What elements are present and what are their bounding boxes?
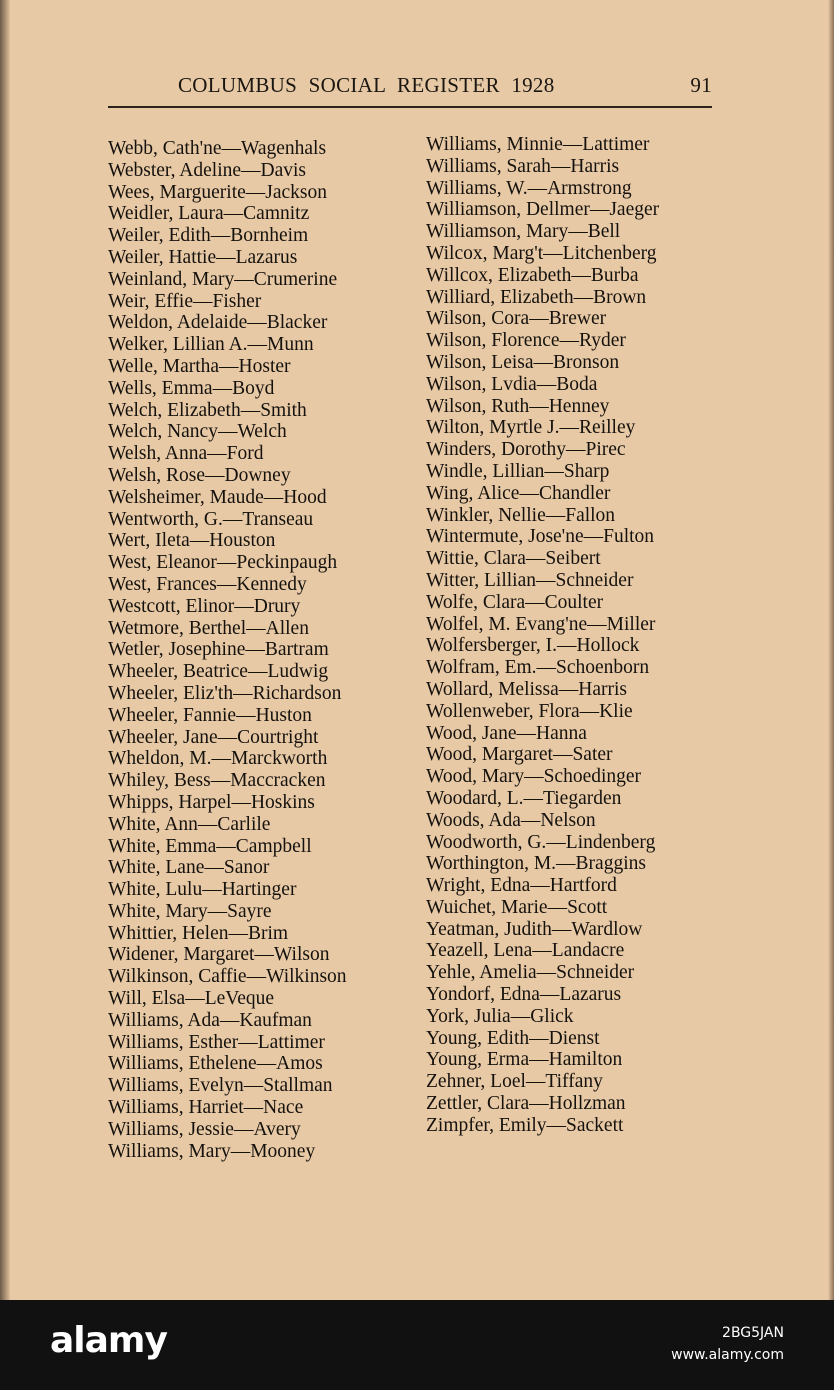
register-entry: Weidler, Laura—Camnitz xyxy=(108,203,310,225)
register-entry: Weiler, Hattie—Lazarus xyxy=(108,246,298,268)
register-entry: Wilkinson, Caffie—Wilkinson xyxy=(108,966,347,988)
register-entry: Wittie, Clara—Seibert xyxy=(426,548,601,570)
register-entry: Wetler, Josephine—Bartram xyxy=(108,639,329,661)
register-entry: Webb, Cath'ne—Wagenhals xyxy=(108,138,327,159)
register-entry: Williams, Jessie—Avery xyxy=(108,1118,301,1140)
register-entry: Wilson, Leisa—Bronson xyxy=(426,351,620,373)
register-entry: Welle, Martha—Hoster xyxy=(108,355,291,377)
register-entry: Wilton, Myrtle J.—Reilley xyxy=(426,417,636,439)
register-entry: Wing, Alice—Chandler xyxy=(426,482,611,504)
register-entry: Williams, Ethelene—Amos xyxy=(108,1053,323,1075)
watermark-info xyxy=(671,1322,784,1366)
register-entry: White, Lane—Sanor xyxy=(108,857,270,879)
register-entry: Williams, Esther—Lattimer xyxy=(108,1031,325,1053)
page-number: 91 xyxy=(690,73,712,97)
register-entry: Zehner, Loel—Tiffany xyxy=(426,1071,603,1093)
register-entry: Weiler, Edith—Bornheim xyxy=(108,225,309,247)
register-entry: Young, Edith—Dienst xyxy=(426,1027,600,1049)
register-entry: White, Emma—Campbell xyxy=(108,835,312,857)
register-entry: Welsh, Rose—Downey xyxy=(108,464,291,486)
register-entry: Williamson, Dellmer—Jaeger xyxy=(426,199,660,221)
register-entry: Welch, Nancy—Welch xyxy=(108,421,287,443)
register-entry: Williard, Elizabeth—Brown xyxy=(426,286,647,308)
register-entry: Welsheimer, Maude—Hood xyxy=(108,486,327,508)
register-entry: Weir, Effie—Fisher xyxy=(108,290,262,312)
left-column xyxy=(108,138,413,1162)
register-entry: Wilson, Ruth—Henney xyxy=(426,395,610,417)
register-entry: Wollard, Melissa—Harris xyxy=(426,678,627,700)
register-entry: Zimpfer, Emily—Sackett xyxy=(426,1114,624,1136)
register-entry: Will, Elsa—LeVeque xyxy=(108,988,274,1010)
register-entry: West, Frances—Kennedy xyxy=(108,573,307,595)
register-entry: Wolfersberger, I.—Hollock xyxy=(426,635,640,657)
register-entry: Whittier, Helen—Brim xyxy=(108,922,289,944)
register-entry: Welsh, Anna—Ford xyxy=(108,443,264,465)
register-entry: Yehle, Amelia—Schneider xyxy=(426,962,635,984)
register-entry: Whipps, Harpel—Hoskins xyxy=(108,791,315,813)
register-entry: Weinland, Mary—Crumerine xyxy=(108,268,338,290)
register-entry: White, Ann—Carlile xyxy=(108,813,271,835)
register-entry: Wetmore, Berthel—Allen xyxy=(108,617,309,639)
page-shadow-left xyxy=(0,0,10,1300)
page-header xyxy=(178,73,712,103)
register-entry: Wolfram, Em.—Schoenborn xyxy=(426,657,650,679)
register-entry: Woodworth, G.—Lindenberg xyxy=(426,831,656,853)
register-entry: Westcott, Elinor—Drury xyxy=(108,595,301,617)
register-entry: Wees, Marguerite—Jackson xyxy=(108,181,328,203)
register-entry: Willcox, Elizabeth—Burba xyxy=(426,264,639,286)
register-entry: Wheldon, M.—Marckworth xyxy=(108,748,328,770)
register-entry: Winkler, Nellie—Fallon xyxy=(426,504,616,526)
register-entry: Williamson, Mary—Bell xyxy=(426,221,621,243)
page-title: COLUMBUS SOCIAL REGISTER 1928 xyxy=(178,73,555,97)
register-entry: Wintermute, Jose'ne—Fulton xyxy=(426,526,655,548)
register-entry: Williams, Harriet—Nace xyxy=(108,1097,304,1119)
register-entry: Wolfel, M. Evang'ne—Miller xyxy=(426,613,656,635)
register-entry: York, Julia—Glick xyxy=(426,1005,574,1027)
register-entry: Worthington, M.—Braggins xyxy=(426,853,646,875)
watermark-banner xyxy=(0,1300,834,1390)
register-entry: Wollenweber, Flora—Klie xyxy=(426,700,633,722)
register-entry: Young, Erma—Hamilton xyxy=(426,1049,623,1071)
register-entry: Wells, Emma—Boyd xyxy=(108,377,275,399)
register-entry: West, Eleanor—Peckinpaugh xyxy=(108,552,338,574)
register-entry: Woodard, L.—Tiegarden xyxy=(426,787,622,809)
register-entry: Weldon, Adelaide—Blacker xyxy=(108,312,328,334)
register-entry: Welch, Elizabeth—Smith xyxy=(108,399,307,421)
register-entry: Welker, Lillian A.—Munn xyxy=(108,334,314,356)
register-entry: Wilcox, Marg't—Litchenberg xyxy=(426,242,657,264)
register-entry: Wilson, Lvdia—Boda xyxy=(426,373,598,395)
register-entry: Yeatman, Judith—Wardlow xyxy=(426,918,643,940)
register-entry: Williams, Ada—Kaufman xyxy=(108,1009,312,1031)
register-entry: Williams, Minnie—Lattimer xyxy=(426,134,650,155)
register-entry: Winders, Dorothy—Pirec xyxy=(426,439,626,461)
register-entry: Wert, Ileta—Houston xyxy=(108,530,276,552)
register-entry: Wheeler, Eliz'th—Richardson xyxy=(108,682,342,704)
register-entry: Wilson, Florence—Ryder xyxy=(426,330,626,352)
register-entry: Williams, Mary—Mooney xyxy=(108,1140,316,1162)
right-column xyxy=(426,134,734,1137)
watermark-image-id: 2BG5JAN xyxy=(722,1325,784,1341)
register-entry: Wood, Jane—Hanna xyxy=(426,722,587,744)
register-entry: Webster, Adeline—Davis xyxy=(108,159,307,181)
register-entry: Windle, Lillian—Sharp xyxy=(426,460,610,482)
register-entry: Wood, Margaret—Sater xyxy=(426,744,613,766)
register-entry: Yondorf, Edna—Lazarus xyxy=(426,984,622,1006)
register-entry: Wheeler, Beatrice—Ludwig xyxy=(108,661,329,683)
register-entry: White, Lulu—Hartinger xyxy=(108,879,297,901)
register-entry: Whiley, Bess—Maccracken xyxy=(108,770,326,792)
register-entry: Zettler, Clara—Hollzman xyxy=(426,1093,626,1115)
register-entry: Wentworth, G.—Transeau xyxy=(108,508,314,530)
register-entry: Wood, Mary—Schoedinger xyxy=(426,766,642,788)
register-entry: Woods, Ada—Nelson xyxy=(426,809,596,831)
watermark-site: www.alamy.com xyxy=(671,1347,784,1363)
page-shadow-right xyxy=(828,0,834,1300)
register-entry: Wheeler, Jane—Courtright xyxy=(108,726,319,748)
register-entry: Witter, Lillian—Schneider xyxy=(426,569,634,591)
register-entry: Williams, Sarah—Harris xyxy=(426,155,620,177)
watermark-logo: alamy xyxy=(50,1320,167,1361)
register-entry: Wolfe, Clara—Coulter xyxy=(426,591,604,613)
register-entry: Widener, Margaret—Wilson xyxy=(108,944,330,966)
register-entry: Wright, Edna—Hartford xyxy=(426,875,617,897)
register-entry: Yeazell, Lena—Landacre xyxy=(426,940,625,962)
register-entry: Wheeler, Fannie—Huston xyxy=(108,704,312,726)
header-rule xyxy=(108,106,712,108)
register-entry: Wilson, Cora—Brewer xyxy=(426,308,607,330)
register-entry: Williams, W.—Armstrong xyxy=(426,177,632,199)
register-entry: Wuichet, Marie—Scott xyxy=(426,896,608,918)
register-entry: White, Mary—Sayre xyxy=(108,900,272,922)
register-entry: Williams, Evelyn—Stallman xyxy=(108,1075,333,1097)
